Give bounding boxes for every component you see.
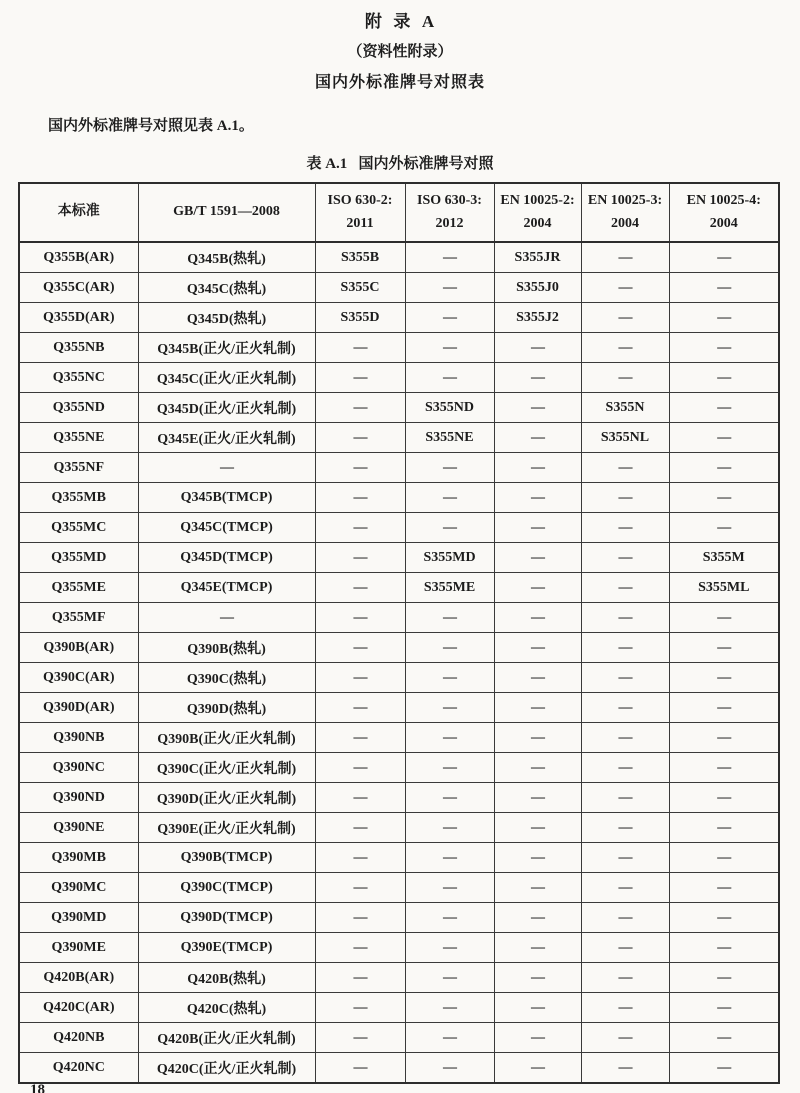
table-cell: — (669, 693, 779, 723)
table-cell: Q345E(TMCP) (138, 573, 315, 603)
table-cell: — (669, 633, 779, 663)
column-header-line1: 本标准 (57, 204, 100, 220)
column-header (581, 183, 669, 242)
table-cell: — (581, 903, 669, 933)
table-cell: S355NE (405, 423, 494, 453)
table-cell: — (405, 753, 494, 783)
table-cell: Q390D(AR) (19, 693, 138, 723)
table-row (19, 843, 779, 873)
table-row (19, 603, 779, 633)
table-cell: Q345B(热轧) (138, 242, 315, 273)
table-cell: — (315, 483, 405, 513)
table-cell: Q355MB (19, 483, 138, 513)
table-cell: — (405, 363, 494, 393)
table-cell: — (581, 242, 669, 273)
table-cell: — (405, 513, 494, 543)
table-body (19, 242, 779, 1083)
table-cell: Q390C(TMCP) (138, 873, 315, 903)
column-header (405, 183, 494, 242)
table-row (19, 393, 779, 423)
column-header-line1: GB/T 1591—2008 (173, 204, 280, 220)
table-cell: S355JR (494, 242, 581, 273)
table-caption: 表 A.1 国内外标准牌号对照 (306, 156, 494, 172)
table-cell: — (138, 603, 315, 633)
table-cell: Q390D(热轧) (138, 693, 315, 723)
table-cell: — (405, 483, 494, 513)
table-row (19, 363, 779, 393)
table-cell: Q345E(正火/正火轧制) (138, 423, 315, 453)
table-cell: — (581, 573, 669, 603)
table-cell: — (581, 483, 669, 513)
table-cell: Q390E(TMCP) (138, 933, 315, 963)
table-row (19, 993, 779, 1023)
appendix-title: 附 录 A (364, 12, 436, 31)
table-cell: — (315, 783, 405, 813)
table-row (19, 333, 779, 363)
table-cell: Q390NC (19, 753, 138, 783)
table-cell: — (405, 633, 494, 663)
table-cell: — (405, 663, 494, 693)
table-cell: Q345C(热轧) (138, 273, 315, 303)
table-cell: Q355NE (19, 423, 138, 453)
table-cell: — (669, 303, 779, 333)
table-cell: S355C (315, 273, 405, 303)
table-cell: — (494, 1053, 581, 1084)
table-cell: S355ML (669, 573, 779, 603)
table-cell: — (315, 453, 405, 483)
table-cell: — (581, 993, 669, 1023)
table-row (19, 273, 779, 303)
column-header (494, 183, 581, 242)
table-cell: Q390B(TMCP) (138, 843, 315, 873)
table-row (19, 1053, 779, 1084)
table-cell: — (315, 1023, 405, 1053)
table-cell: — (405, 723, 494, 753)
table-cell: — (494, 513, 581, 543)
table-cell: Q420C(AR) (19, 993, 138, 1023)
table-cell: — (669, 663, 779, 693)
table-row (19, 513, 779, 543)
table-cell: — (494, 393, 581, 423)
table-cell: S355D (315, 303, 405, 333)
table-cell: — (315, 963, 405, 993)
table-cell: — (494, 663, 581, 693)
table-row (19, 543, 779, 573)
table-cell: — (405, 933, 494, 963)
table-cell: — (669, 273, 779, 303)
table-cell: — (315, 603, 405, 633)
table-cell: Q355MF (19, 603, 138, 633)
table-cell: — (581, 843, 669, 873)
table-cell: S355J0 (494, 273, 581, 303)
table-cell: — (405, 453, 494, 483)
table-cell: S355NL (581, 423, 669, 453)
table-cell: — (494, 693, 581, 723)
column-header-line2: 2004 (523, 215, 552, 231)
table-cell: — (315, 903, 405, 933)
table-cell: — (494, 633, 581, 663)
table-cell: — (581, 933, 669, 963)
table-cell: — (405, 873, 494, 903)
column-header-line1: ISO 630-3: (417, 193, 482, 209)
table-cell: — (315, 333, 405, 363)
table-cell: Q390B(热轧) (138, 633, 315, 663)
table-row (19, 813, 779, 843)
table-row (19, 723, 779, 753)
table-cell: — (669, 813, 779, 843)
table-row (19, 933, 779, 963)
table-cell: — (669, 723, 779, 753)
table-cell: — (315, 633, 405, 663)
column-header-line1: EN 10025-4: (686, 193, 761, 209)
table-cell: — (669, 963, 779, 993)
table-cell: S355J2 (494, 303, 581, 333)
table-cell: — (494, 333, 581, 363)
table-cell: — (669, 363, 779, 393)
table-cell: — (581, 1053, 669, 1084)
table-cell: — (669, 1023, 779, 1053)
table-cell: — (405, 693, 494, 723)
table-cell: — (669, 393, 779, 423)
table-cell: — (581, 333, 669, 363)
table-cell: Q390B(AR) (19, 633, 138, 663)
table-cell: — (315, 693, 405, 723)
column-header (138, 183, 315, 242)
table-row (19, 963, 779, 993)
table-cell: — (669, 783, 779, 813)
table-cell: — (315, 513, 405, 543)
table-cell: — (315, 573, 405, 603)
table-cell: — (315, 933, 405, 963)
table-cell: Q390ME (19, 933, 138, 963)
table-cell: — (581, 633, 669, 663)
table-cell: — (315, 363, 405, 393)
table-cell: — (581, 1023, 669, 1053)
table-cell: — (669, 933, 779, 963)
column-header (315, 183, 405, 242)
table-cell: — (315, 663, 405, 693)
table-cell: — (405, 273, 494, 303)
table-cell: Q390MC (19, 873, 138, 903)
table-cell: — (581, 303, 669, 333)
table-cell: — (405, 1053, 494, 1084)
table-cell: — (494, 993, 581, 1023)
table-cell: — (581, 963, 669, 993)
table-cell: — (494, 603, 581, 633)
table-cell: Q355NB (19, 333, 138, 363)
table-cell: — (494, 723, 581, 753)
column-header-line2: 2011 (346, 215, 374, 231)
table-cell: — (669, 483, 779, 513)
table-cell: Q345D(正火/正火轧制) (138, 393, 315, 423)
table-cell: — (669, 903, 779, 933)
table-cell: — (405, 993, 494, 1023)
table-cell: — (405, 843, 494, 873)
table-cell: — (581, 603, 669, 633)
table-cell: — (494, 843, 581, 873)
table-cell: Q355MC (19, 513, 138, 543)
table-cell: Q390C(正火/正火轧制) (138, 753, 315, 783)
table-cell: — (669, 993, 779, 1023)
table-cell: — (315, 1053, 405, 1084)
table-cell: — (315, 993, 405, 1023)
column-header-line2: 2004 (709, 215, 738, 231)
table-cell: — (669, 513, 779, 543)
table-cell: Q390MB (19, 843, 138, 873)
table-cell: Q390NB (19, 723, 138, 753)
table-cell: Q420B(AR) (19, 963, 138, 993)
table-cell: Q345C(TMCP) (138, 513, 315, 543)
table-row (19, 693, 779, 723)
table-cell: — (494, 753, 581, 783)
table-cell: — (581, 753, 669, 783)
table-cell: — (581, 693, 669, 723)
table-cell: Q390E(正火/正火轧制) (138, 813, 315, 843)
header-row (19, 183, 779, 242)
table-row (19, 1023, 779, 1053)
table-row (19, 573, 779, 603)
table-cell: — (669, 603, 779, 633)
table-cell: Q390D(正火/正火轧制) (138, 783, 315, 813)
column-header (669, 183, 779, 242)
table-cell: Q420B(正火/正火轧制) (138, 1023, 315, 1053)
table-cell: — (315, 843, 405, 873)
table-cell: S355B (315, 242, 405, 273)
table-cell: — (494, 963, 581, 993)
table-cell: — (494, 813, 581, 843)
column-header-line2: 2012 (435, 215, 464, 231)
table-cell: — (315, 813, 405, 843)
table-cell: — (494, 453, 581, 483)
table-cell: — (315, 393, 405, 423)
table-row (19, 453, 779, 483)
table-cell: Q390MD (19, 903, 138, 933)
table-cell: — (405, 963, 494, 993)
table-cell: Q355C(AR) (19, 273, 138, 303)
table-cell: — (405, 333, 494, 363)
table-cell: — (669, 873, 779, 903)
table-cell: — (669, 753, 779, 783)
table-cell: — (581, 663, 669, 693)
table-cell: Q355ND (19, 393, 138, 423)
table-cell: Q420B(热轧) (138, 963, 315, 993)
page-number: 18 (30, 1082, 45, 1093)
table-cell: — (405, 242, 494, 273)
table-cell: Q390ND (19, 783, 138, 813)
table-cell: — (405, 903, 494, 933)
table-cell: — (494, 783, 581, 813)
table-cell: — (405, 603, 494, 633)
table-cell: — (494, 423, 581, 453)
table-cell: — (581, 363, 669, 393)
table-cell: — (405, 1023, 494, 1053)
table-cell: — (581, 273, 669, 303)
table-cell: — (581, 873, 669, 903)
table-cell: — (315, 423, 405, 453)
table-cell: — (581, 513, 669, 543)
table-row (19, 423, 779, 453)
table-row (19, 783, 779, 813)
column-header-line1: EN 10025-3: (587, 193, 663, 209)
table-cell: — (138, 453, 315, 483)
comparison-table (18, 182, 780, 1084)
table-cell: Q345B(正火/正火轧制) (138, 333, 315, 363)
table-cell: Q390C(AR) (19, 663, 138, 693)
column-header (19, 183, 138, 242)
table-cell: Q355ME (19, 573, 138, 603)
table-cell: — (315, 543, 405, 573)
table-cell: — (494, 903, 581, 933)
table-cell: Q355NF (19, 453, 138, 483)
table-cell: Q390D(TMCP) (138, 903, 315, 933)
table-cell: — (315, 873, 405, 903)
table-cell: Q420C(热轧) (138, 993, 315, 1023)
table-cell: S355ME (405, 573, 494, 603)
table-row (19, 753, 779, 783)
table-header (19, 183, 779, 242)
table-row (19, 633, 779, 663)
table-cell: Q390C(热轧) (138, 663, 315, 693)
table-row (19, 242, 779, 273)
table-cell: — (669, 453, 779, 483)
table-cell: — (669, 843, 779, 873)
table-row (19, 303, 779, 333)
table-cell: — (494, 933, 581, 963)
table-cell: — (315, 723, 405, 753)
table-cell: — (494, 873, 581, 903)
table-cell: — (581, 813, 669, 843)
table-cell: — (494, 1023, 581, 1053)
table-cell: Q345C(正火/正火轧制) (138, 363, 315, 393)
column-header-line1: ISO 630-2: (327, 193, 393, 209)
table-cell: — (581, 783, 669, 813)
column-header-line1: EN 10025-2: (500, 193, 575, 209)
table-row (19, 903, 779, 933)
table-cell: — (494, 543, 581, 573)
table-cell: — (405, 813, 494, 843)
appendix-subtitle: （资料性附录） (347, 44, 453, 60)
table-cell: — (669, 423, 779, 453)
table-cell: S355N (581, 393, 669, 423)
table-row (19, 663, 779, 693)
table-cell: Q390B(正火/正火轧制) (138, 723, 315, 753)
table-cell: — (405, 783, 494, 813)
table-cell: Q355D(AR) (19, 303, 138, 333)
table-cell: — (669, 1053, 779, 1084)
table-cell: S355M (669, 543, 779, 573)
table-cell: Q420NC (19, 1053, 138, 1084)
table-cell: — (581, 723, 669, 753)
table-cell: — (494, 573, 581, 603)
table-cell: — (669, 333, 779, 363)
table-cell: Q420NB (19, 1023, 138, 1053)
table-cell: S355MD (405, 543, 494, 573)
table-cell: Q345B(TMCP) (138, 483, 315, 513)
appendix-heading: 国内外标准牌号对照表 (314, 74, 485, 91)
table-cell: Q420C(正火/正火轧制) (138, 1053, 315, 1084)
table-cell: — (581, 453, 669, 483)
table-cell: — (581, 543, 669, 573)
table-cell: — (315, 753, 405, 783)
column-header-line2: 2004 (611, 215, 639, 231)
table-cell: Q355NC (19, 363, 138, 393)
table-row (19, 873, 779, 903)
table-cell: — (494, 363, 581, 393)
table-cell: Q345D(热轧) (138, 303, 315, 333)
table-cell: Q345D(TMCP) (138, 543, 315, 573)
table-row (19, 483, 779, 513)
table-cell: Q355B(AR) (19, 242, 138, 273)
intro-paragraph: 国内外标准牌号对照见表 A.1。 (48, 118, 254, 134)
table-cell: Q390NE (19, 813, 138, 843)
table-cell: — (405, 303, 494, 333)
table-cell: — (494, 483, 581, 513)
table-cell: S355ND (405, 393, 494, 423)
table-cell: — (669, 242, 779, 273)
table-cell: Q355MD (19, 543, 138, 573)
